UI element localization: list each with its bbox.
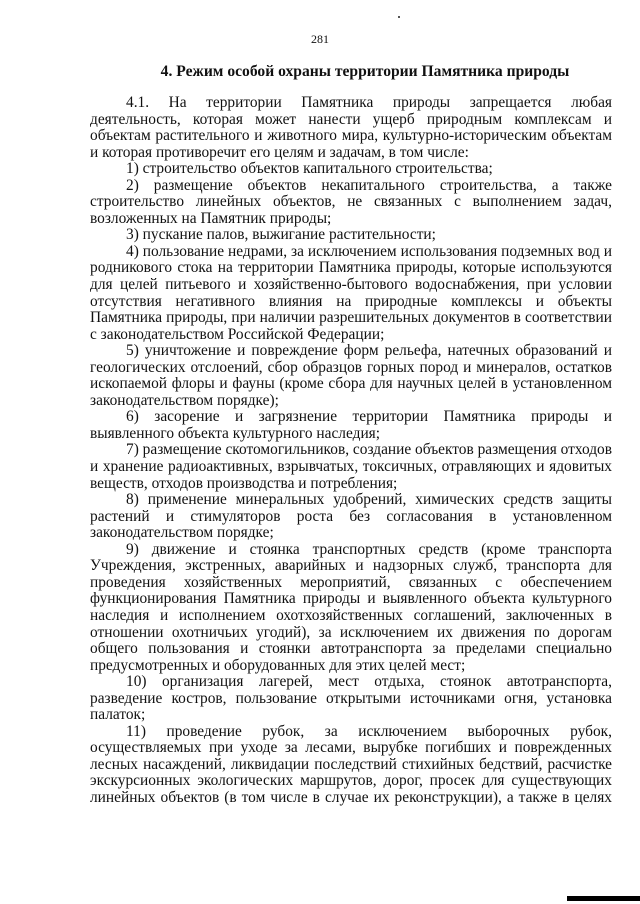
- list-item-3: 3) пускание палов, выжигание растительности;: [126, 226, 436, 244]
- section-title: 4. Режим особой охраны территории Памятника природы: [160, 63, 570, 80]
- scan-speck: [398, 16, 400, 18]
- scan-edge-bar: [567, 896, 640, 901]
- list-item-4: 4) пользование недрами, за исключением использования подземных вод и родникового стока на территории Памятника природы, которые используются для целей питьевого и хозяйственно-бытового водоснабжения, при условии отсутствия негативного влияния на природные комплексы и объекты Памятника природы, при наличии разрешительных документов в соответствии с законодательством Российской Федерации;: [90, 242, 612, 343]
- body-text: [90, 95, 612, 807]
- list-item-1: 1) строительство объектов капитального строительства;: [126, 160, 493, 178]
- list-item-5: 5) уничтожение и повреждение форм рельефа, натечных образований и геологических отслоений, сбор образцов горных пород и минералов, остатков ископаемой флоры и фауны (кроме сбора для научных целей в установленном законодательством порядке);: [90, 342, 612, 409]
- list-item-10: 10) организация лагерей, мест отдыха, стоянок автотранспорта, разведение костров, пользование открытыми источниками огня, установка палаток;: [90, 673, 612, 724]
- list-item-6: 6) засорение и загрязнение территории Памятника природы и выявленного объекта культурного наследия;: [90, 408, 612, 442]
- page-number: 281: [311, 32, 329, 46]
- list-item-9: 9) движение и стоянка транспортных средств (кроме транспорта Учреждения, экстренных, аварийных и надзорных служб, транспорта для проведения хозяйственных мероприятий, связанных с обеспечением функционирования Памятника природы и выявленного объекта культурного наследия и исполнением охотхозяйственных соглашений, заключенных в отношении охотничьих угодий), за исключением их движения по дорогам общего пользования и стоянки автотранспорта за пределами специально предусмотренных и оборудованных для этих целей мест;: [90, 540, 612, 674]
- list-item-8: 8) применение минеральных удобрений, химических средств защиты растений и стимуляторов роста без согласования в установленном законодательством порядке;: [90, 491, 612, 542]
- list-item-2: 2) размещение объектов некапитального строительства, а также строительство линейных объектов, не связанных с выполнением задач, возложенных на Памятник природы;: [90, 176, 612, 227]
- list-item-11: 11) проведение рубок, за исключением выборочных рубок, осуществляемых при уходе за лесами, вырубке погибших и поврежденных лесных насаждений, ликвидации последствий стихийных бедствий, расчистке экскурсионных экологических маршрутов, дорог, просек для существующих линейных объектов (в том числе в случае их реконструкции), а также в целях: [90, 722, 612, 806]
- paragraph-4-1: 4.1. На территории Памятника природы запрещается любая деятельность, которая может нанести ущерб природным комплексам и объектам растительного и животного мира, культурно-историческим объектам и которая противоречит его целям и задачам, в том числе:: [90, 94, 612, 161]
- list-item-7: 7) размещение скотомогильников, создание объектов размещения отходов и хранение радиоактивных, взрывчатых, токсичных, отравляющих и ядовитых веществ, отходов производства и потребления;: [90, 441, 613, 492]
